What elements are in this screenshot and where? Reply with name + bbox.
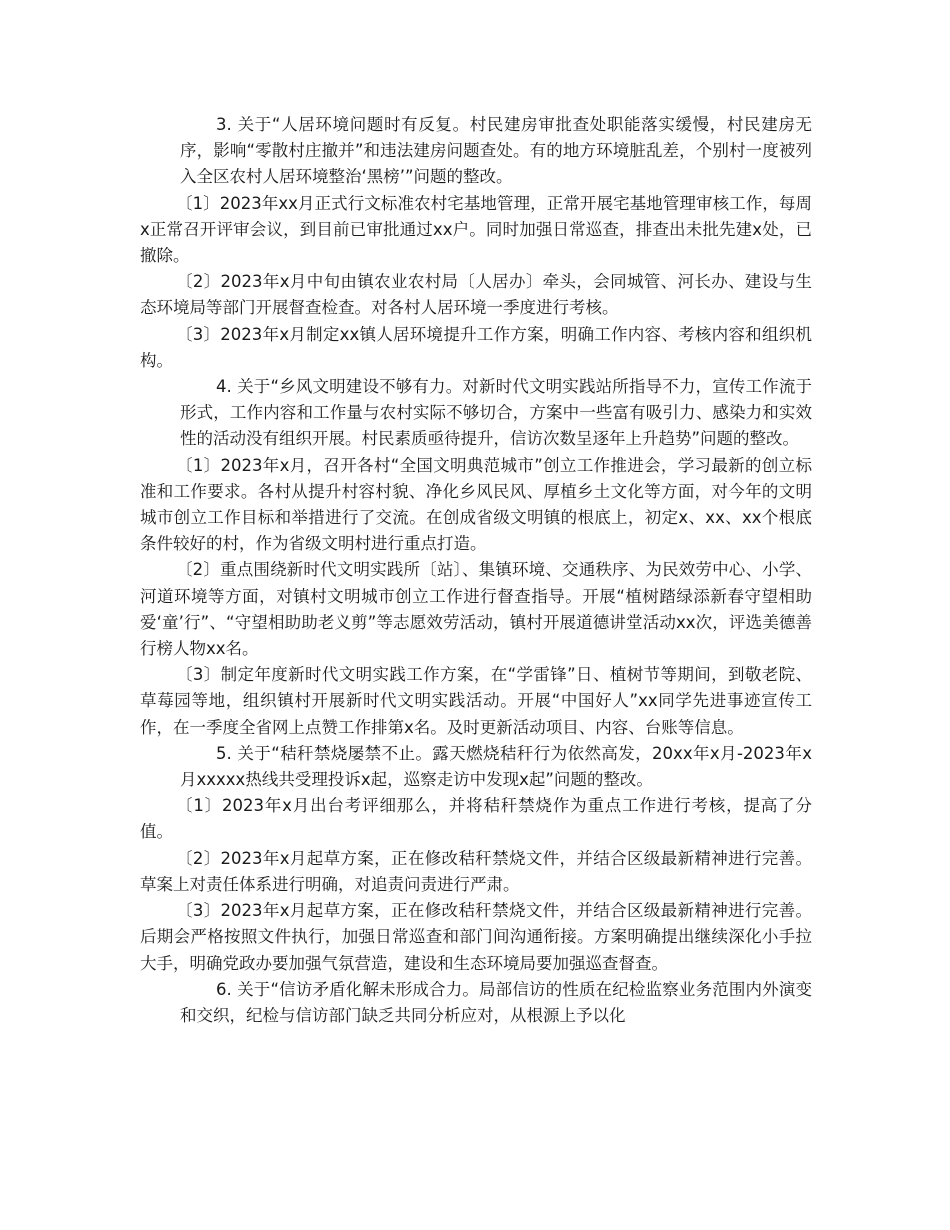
section-3-point-2: 〔2〕2023年x月中旬由镇农业农村局〔人居办〕牵头，会同城管、河长办、建设与生态环境局等部门开展督查检查。对各村人居环境一季度进行考核。 [140, 272, 812, 318]
section-3-point-1: 〔1〕2023年xx月正式行文标准农村宅基地管理，正常开展宅基地管理审核工作，每周x正常召开评审会议，到目前已审批通过xx户。同时加强日常巡查，排查出未批先建x处，已撤除。 [140, 193, 812, 266]
section-3-point-3: 〔3〕2023年x月制定xx镇人居环境提升工作方案，明确工作内容、考核内容和组织机构。 [140, 324, 812, 370]
section-5-point-3: 〔3〕2023年x月起草方案，正在修改秸秆禁烧文件，并结合区级最新精神进行完善。后期会严格按照文件执行，加强日常巡查和部门间沟通衔接。方案明确提出继续深化小手拉大手，明确党政办要加强气氛营造，建设和生态环境局要加强巡查督查。 [140, 901, 812, 973]
section-4-point-3: 〔3〕制定年度新时代文明实践工作方案，在“学雷锋”日、植树节等期间，到敬老院、草莓园等地，组织镇村开展新时代文明实践活动。开展“中国好人”xx同学先进事迹宣传工作，在一季度全省网上点赞工作排第x名。及时更新活动项目、内容、台账等信息。 [140, 665, 812, 737]
section-4-point-1: 〔1〕2023年x月，召开各村“全国文明典范城市”创立工作推进会，学习最新的创立标准和工作要求。各村从提升村容村貌、净化乡风民风、厚植乡土文化等方面，对今年的文明城市创立工作目标和举措进行了交流。在创成省级文明镇的根底上，初定x、xx、xx个根底条件较好的村，作为省级文明村进行重点打造。 [140, 455, 812, 554]
section-5-point-1: 〔1〕2023年x月出台考评细那么，并将秸秆禁烧作为重点工作进行考核，提高了分值。 [140, 796, 812, 842]
section-4-point-2: 〔2〕重点围绕新时代文明实践所〔站〕、集镇环境、交通秩序、为民效劳中心、小学、河道环境等方面，对镇村文明城市创立工作进行督查指导。开展“植树踏绿添新春守望相助爱‘童’行”、“守望相助助老义剪”等志愿效劳活动，镇村开展道德讲堂活动xx次，评选美德善行榜人物xx名。 [140, 560, 812, 659]
section-5-heading: 5. 关于“秸秆禁烧屡禁不止。露天燃烧秸秆行为依然高发，20xx年x月-2023年x月xxxxx热线共受理投诉x起，巡察走访中发现x起”问题的整改。 [180, 743, 812, 790]
section-5-point-2: 〔2〕2023年x月起草方案，正在修改秸秆禁烧文件，并结合区级最新精神进行完善。草案上对责任体系进行明确，对追责问责进行严肃。 [140, 848, 812, 894]
section-4-heading: 4. 关于“乡风文明建设不够有力。对新时代文明实践站所指导不力，宣传工作流于形式，工作内容和工作量与农村实际不够切合，方案中一些富有吸引力、感染力和实效性的活动没有组织开展。村民素质亟待提升，信访次数呈逐年上升趋势”问题的整改。 [180, 377, 812, 449]
section-3-heading: 3. 关于“人居环境问题时有反复。村民建房审批查处职能落实缓慢，村民建房无序，影响“零散村庄撤并”和违法建房问题查处。有的地方环境脏乱差，个别村一度被列入全区农村人居环境整治‘黑榜’”问题的整改。 [180, 115, 812, 187]
section-6-heading: 6. 关于“信访矛盾化解未形成合力。局部信访的性质在纪检监察业务范围内外演变和交织，纪检与信访部门缺乏共同分析应对，从根源上予以化 [180, 979, 812, 1025]
document-body [140, 112, 812, 1029]
